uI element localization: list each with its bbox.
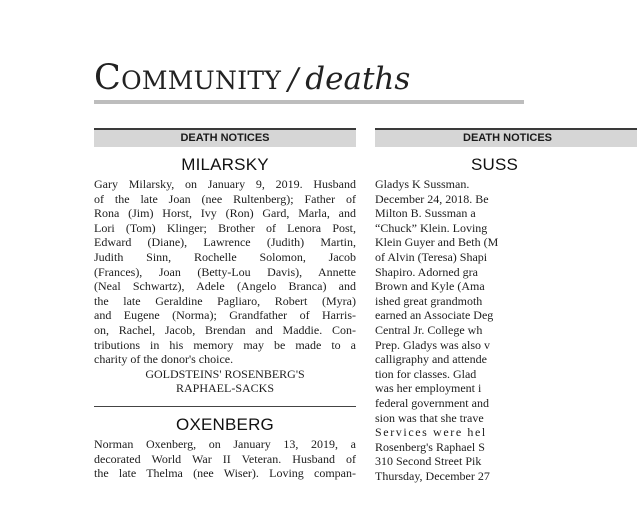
body-line: Lori (Tom) Klinger; Brother of Lenora Post, [94, 220, 356, 235]
body-line: charity of the donor's choice. [94, 352, 234, 367]
body-line: decorated World War II Veteran. Husband of [94, 451, 356, 466]
body-line: calligraphy and attende [375, 352, 487, 367]
notice-divider [94, 406, 356, 407]
body-line: the late Thelma (nee Wiser). Loving compan- [94, 466, 356, 481]
body-line: Rona (Jim) Horst, Ivy (Ron) Gard, Marla, and [94, 206, 356, 221]
funeral-home-line: GOLDSTEINS' ROSENBERG'S [145, 366, 305, 381]
header-rule [94, 100, 524, 104]
body-line: tributions in his memory may be made to a [94, 337, 356, 352]
funeral-home [94, 367, 356, 396]
body-line: “Chuck” Klein. Loving [375, 220, 488, 235]
body-line: Gladys K Sussman. [375, 177, 470, 191]
obituary-body [94, 177, 356, 367]
obituary-body [375, 177, 637, 483]
body-line: Prep. Gladys was also v [375, 337, 490, 352]
body-line: federal government and [375, 395, 489, 410]
body-line: Shapiro. Adorned gra [375, 264, 478, 279]
body-line: Thursday, December 27 [375, 468, 490, 483]
body-line: ished great grandmoth [375, 293, 483, 308]
body-line: (Neal Schwartz), Adele (Angelo Branca) and [94, 279, 356, 294]
body-line: of the late Joan (nee Rultenberg); Father of [94, 191, 356, 206]
death-notices-bar: DEATH NOTICES [94, 128, 356, 147]
funeral-home-line: RAPHAEL-SACKS [175, 381, 274, 396]
body-line: Brown and Kyle (Ama [375, 279, 485, 294]
obituary-body [94, 437, 356, 481]
page-header [94, 58, 524, 98]
body-line: Klein Guyer and Beth (M [375, 235, 499, 250]
body-line: the late Geraldine Pagliaro, Robert (Myra) [94, 293, 356, 308]
body-line: Norman Oxenberg, on January 13, 2019, a [94, 436, 356, 451]
body-line: (Frances), Joan (Betty-Lou Davis), Annette [94, 264, 356, 279]
left-column [94, 128, 356, 481]
body-line: of Alvin (Teresa) Shapi [375, 249, 488, 264]
body-line: tion for classes. Glad [375, 366, 477, 381]
body-line: December 24, 2018. Be [375, 191, 489, 206]
obituary-milarsky [94, 155, 356, 396]
death-notices-bar: DEATH NOTICES [375, 128, 637, 147]
body-line: Milton B. Sussman a [375, 206, 476, 221]
obituary-oxenberg [94, 415, 356, 481]
right-column [375, 128, 637, 483]
obituary-name: MILARSKY [181, 155, 269, 174]
body-line: Services were hel [375, 425, 487, 440]
body-line: was her employment i [375, 381, 482, 396]
section-title: Community [94, 58, 282, 98]
body-line: and Eugene (Norma); Grandfather of Harris- [94, 308, 356, 323]
obituary-name: SUSS [471, 155, 519, 174]
body-line: on, Rachel, Jacob, Brendan and Maddie. Con- [94, 322, 356, 337]
body-line: Gary Milarsky, on January 9, 2019. Husband [94, 177, 356, 191]
body-line: sion was that she trave [375, 410, 484, 425]
body-line: Rosenberg's Raphael S [375, 439, 485, 454]
obituary-name: OXENBERG [176, 414, 274, 434]
body-line: Judith Sinn, Rochelle Solomon, Jacob [94, 249, 356, 264]
body-line: Central Jr. College wh [375, 322, 483, 337]
body-line: Edward (Diane), Lawrence (Judith) Martin, [94, 235, 356, 250]
title-separator: / [288, 62, 299, 97]
body-line: 310 Second Street Pik [375, 454, 482, 469]
body-line: earned an Associate Deg [375, 308, 494, 323]
section-subtitle: deaths [305, 61, 411, 97]
obituary-sussman [375, 155, 637, 483]
